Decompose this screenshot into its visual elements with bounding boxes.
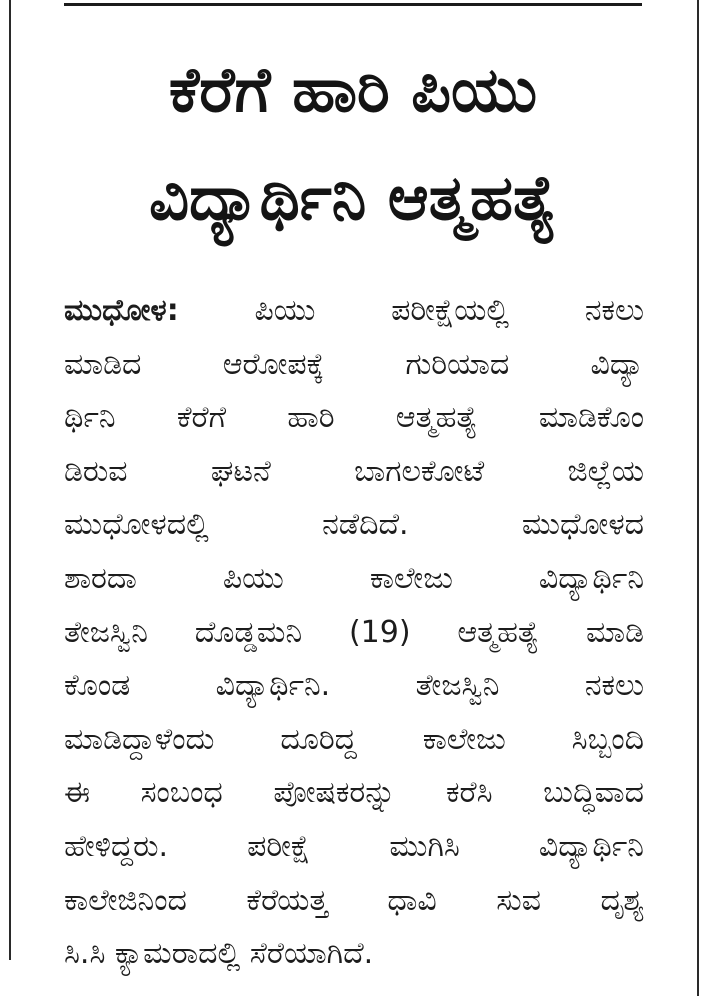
body-line: ಮಾಡಿದ ಆರೋಪಕ್ಕೆ ಗುರಿಯಾದ ವಿದ್ಯಾ [64,346,644,382]
body-line: ಮುಧೋಳದಲ್ಲಿ ನಡೆದಿದೆ. ಮುಧೋಳದ [64,507,644,543]
body-line: ಡಿರುವ ಘಟನೆ ಬಾಗಲಕೋಟೆ ಜಿಲ್ಲೆಯ [64,453,644,489]
body-line [64,284,644,338]
body-line: ಮಾಡಿದ್ದಾಳೆಂದು ದೂರಿದ್ದ ಕಾಲೇಜು ಸಿಬ್ಬಂದಿ [64,721,644,757]
top-rule [64,3,642,6]
headline-line-2: ವಿದ್ಯಾರ್ಥಿನಿ ಆತ್ಮಹತ್ಯೆ [149,161,557,234]
body-line: ತೇಜಸ್ವಿನಿ ದೊಡ್ಡಮನಿ (19) ಆತ್ಮಹತ್ಯೆ ಮಾಡಿ [64,614,644,650]
body-line: ಶಾರದಾ ಪಿಯು ಕಾಲೇಜು ವಿದ್ಯಾರ್ಥಿನಿ [64,560,644,596]
headline [64,36,642,252]
left-column-rule [9,0,11,960]
dateline: ಮುಧೋಳ: [64,293,179,328]
headline-line-1: ಕೆರೆಗೆ ಹಾರಿ ಪಿಯು [168,53,538,126]
body-line-text: ಪಿಯು ಪರೀಕ್ಷೆಯಲ್ಲಿ ನಕಲು [254,293,644,328]
right-column-rule [697,0,699,996]
body-line: ಹೇಳಿದ್ದರು. ಪರೀಕ್ಷೆ ಮುಗಿಸಿ ವಿದ್ಯಾರ್ಥಿನಿ [64,828,644,864]
body-line: ರ್ಥಿನಿ ಕೆರೆಗೆ ಹಾರಿ ಆತ್ಮಹತ್ಯೆ ಮಾಡಿಕೊಂ [64,400,644,436]
article-body [64,284,644,981]
body-line: ಈ ಸಂಬಂಧ ಪೋಷಕರನ್ನು ಕರೆಸಿ ಬುದ್ಧಿವಾದ [64,775,644,811]
body-line: ಕೊಂಡ ವಿದ್ಯಾರ್ಥಿನಿ. ತೇಜಸ್ವಿನಿ ನಕಲು [64,668,644,704]
body-line: ಸಿ.ಸಿ ಕ್ಯಾಮರಾದಲ್ಲಿ ಸೆರೆಯಾಗಿದೆ. [64,936,374,972]
body-line: ಕಾಲೇಜಿನಿಂದ ಕೆರೆಯತ್ತ ಧಾವಿ ಸುವ ದೃಶ್ಯ [64,882,644,918]
